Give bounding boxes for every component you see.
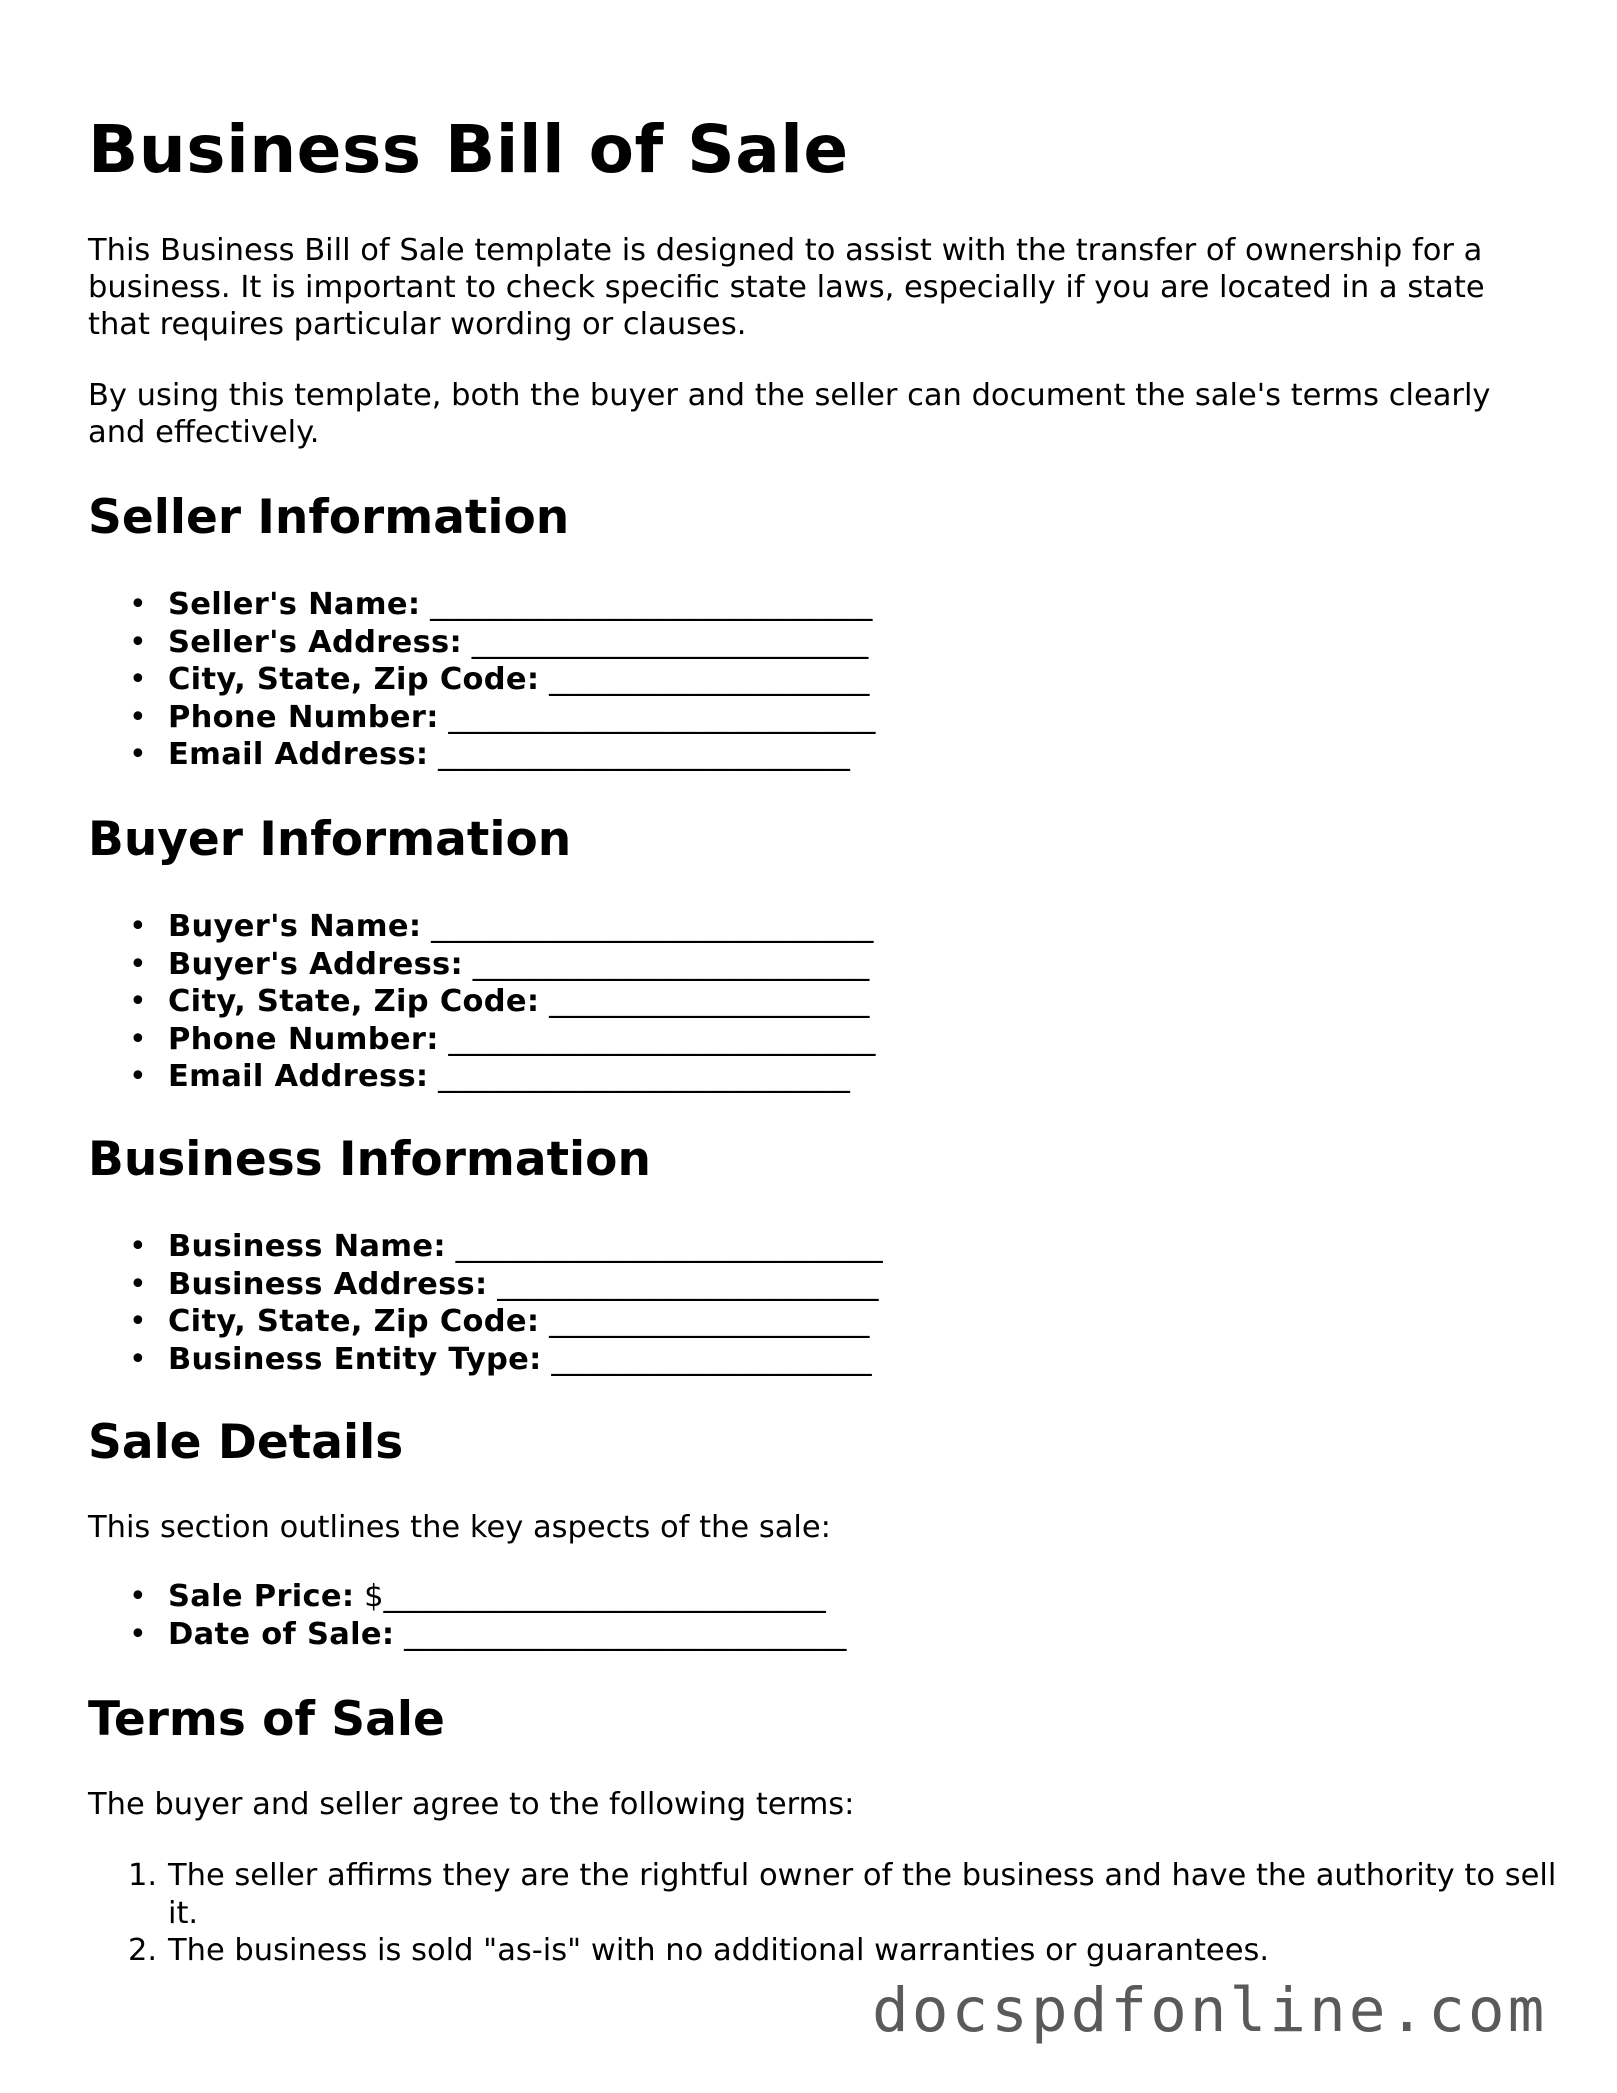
term-text: The seller affirms they are the rightful owner of the business and have the authority to sell it. bbox=[168, 1858, 1557, 1931]
terms-section-heading: Terms of Sale bbox=[88, 1692, 445, 1747]
fill-in-blank[interactable]: _____________________________ bbox=[404, 1616, 847, 1652]
list-item bbox=[88, 1857, 1588, 1932]
field-label: Date of Sale: bbox=[168, 1616, 395, 1652]
fill-in-blank[interactable]: _____________________________ bbox=[431, 909, 874, 944]
fill-in-blank[interactable]: _____________________ bbox=[549, 984, 870, 1019]
terms-intro-text: The buyer and seller agree to the following terms: bbox=[88, 1787, 855, 1822]
field-label: Phone Number: bbox=[168, 699, 439, 735]
list-item bbox=[88, 586, 875, 624]
field-label: City, State, Zip Code: bbox=[168, 662, 540, 697]
fill-in-blank[interactable]: _____________________ bbox=[549, 1304, 870, 1339]
field-label: City, State, Zip Code: bbox=[168, 1304, 540, 1339]
list-item bbox=[88, 624, 875, 662]
field-label: Email Address: bbox=[168, 737, 429, 772]
field-label: Buyer's Address: bbox=[168, 946, 463, 982]
fill-in-blank[interactable]: __________________________ bbox=[472, 946, 870, 982]
list-item bbox=[88, 1058, 875, 1096]
field-label: Phone Number: bbox=[168, 1021, 439, 1057]
term-text: The business is sold "as-is" with no additional warranties or guarantees. bbox=[168, 1933, 1270, 1968]
intro-paragraph-1: This Business Bill of Sale template is designed to assist with the transfer of ownership for a business. It is important to check specific state laws, especially if you are located in a state that requires particular wording or clauses. bbox=[88, 233, 1485, 342]
intro-paragraph-2: By using this template, both the buyer and the seller can document the sale's terms clearly and effectively. bbox=[88, 378, 1491, 450]
business-field-list bbox=[88, 1228, 883, 1378]
fill-in-blank[interactable]: _________________________ bbox=[497, 1266, 879, 1302]
fill-in-blank[interactable]: ____________________________ bbox=[448, 699, 876, 735]
list-item bbox=[88, 1341, 883, 1379]
list-item bbox=[88, 1616, 846, 1654]
list-item bbox=[88, 1266, 883, 1304]
sale-section-heading: Sale Details bbox=[88, 1415, 404, 1470]
fill-in-blank[interactable]: ____________________________ bbox=[448, 1021, 876, 1057]
fill-in-blank[interactable]: _____________________ bbox=[549, 662, 870, 697]
list-item bbox=[88, 736, 875, 774]
sale-intro-text: This section outlines the key aspects of the sale: bbox=[88, 1510, 831, 1545]
field-label: Seller's Name: bbox=[168, 587, 421, 622]
fill-in-blank[interactable]: _____________________________ bbox=[430, 587, 873, 622]
page-title: Business Bill of Sale bbox=[88, 111, 849, 188]
buyer-section-heading: Buyer Information bbox=[88, 812, 572, 867]
list-item bbox=[88, 1021, 875, 1059]
fill-in-blank[interactable]: ___________________________ bbox=[438, 1059, 850, 1094]
field-label: Business Name: bbox=[168, 1229, 446, 1264]
list-item bbox=[88, 1228, 883, 1266]
terms-list bbox=[88, 1857, 1588, 1970]
seller-field-list bbox=[88, 586, 875, 774]
list-item bbox=[88, 1303, 883, 1341]
fill-in-blank[interactable]: __________________________ bbox=[471, 624, 869, 660]
field-label: City, State, Zip Code: bbox=[168, 984, 540, 1019]
list-item bbox=[88, 699, 875, 737]
list-item bbox=[88, 1932, 1588, 1970]
fill-in-blank[interactable]: ____________________________ bbox=[455, 1229, 883, 1264]
field-label: Seller's Address: bbox=[168, 624, 463, 660]
list-item bbox=[88, 983, 875, 1021]
list-item bbox=[88, 1578, 846, 1616]
list-item bbox=[88, 908, 875, 946]
field-label: Buyer's Name: bbox=[168, 909, 422, 944]
business-section-heading: Business Information bbox=[88, 1132, 651, 1187]
item-number: 1. bbox=[128, 1858, 158, 1893]
item-number: 2. bbox=[128, 1933, 158, 1968]
fill-in-blank[interactable]: ___________________________ bbox=[438, 737, 850, 772]
field-label: Business Address: bbox=[168, 1266, 488, 1302]
field-label: Business Entity Type: bbox=[168, 1341, 542, 1377]
list-item bbox=[88, 946, 875, 984]
buyer-field-list bbox=[88, 908, 875, 1096]
fill-in-blank[interactable]: $_____________________________ bbox=[364, 1579, 826, 1614]
field-label: Sale Price: bbox=[168, 1579, 355, 1614]
seller-section-heading: Seller Information bbox=[88, 490, 570, 545]
field-label: Email Address: bbox=[168, 1059, 429, 1094]
fill-in-blank[interactable]: _____________________ bbox=[551, 1341, 872, 1377]
sale-field-list bbox=[88, 1578, 846, 1653]
list-item bbox=[88, 661, 875, 699]
watermark: docspdfonline.com bbox=[872, 1975, 1548, 2046]
